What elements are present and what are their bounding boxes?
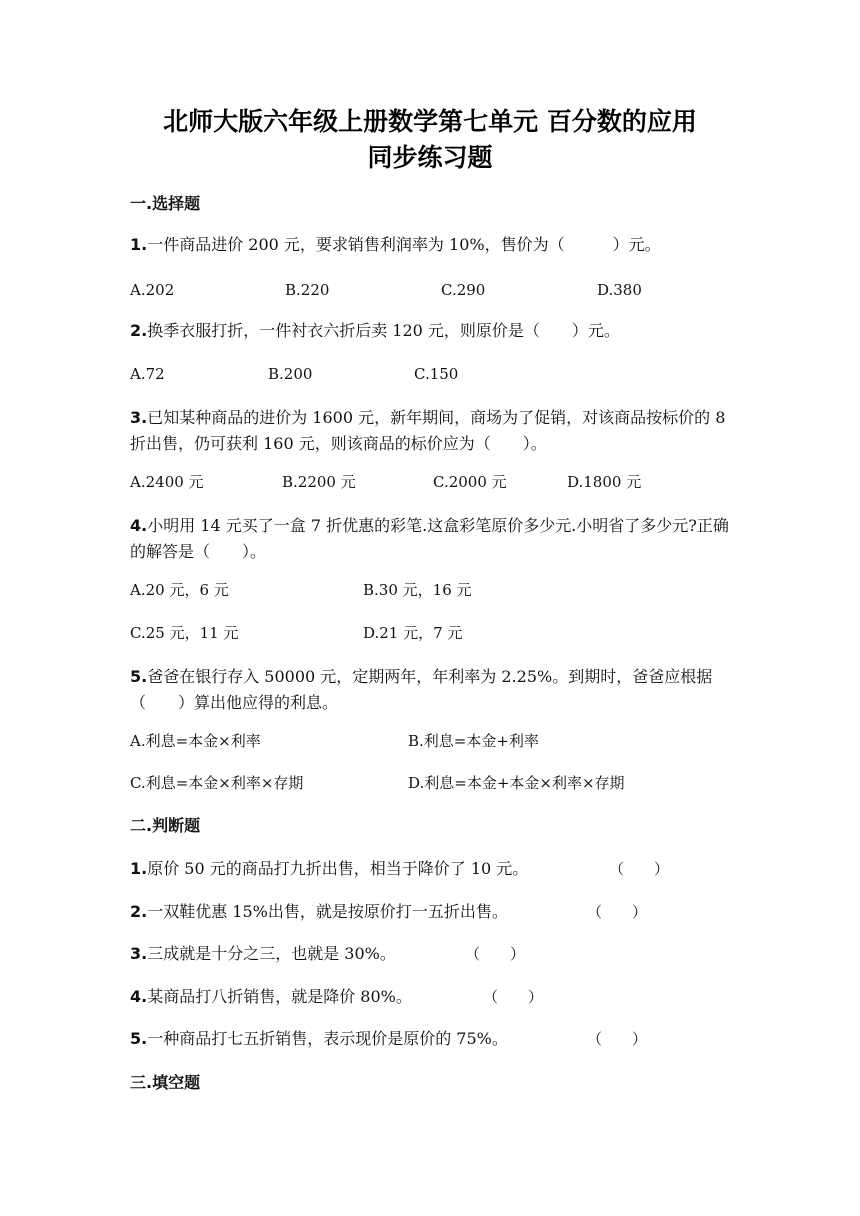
judge-3-answer-blank: （ ） [465,945,526,963]
question-number: 5. [130,667,148,686]
choice-1-option-b: B.220 [285,281,330,299]
choice-2-option-c: C.150 [414,365,459,383]
judge-2-answer-blank: （ ） [587,903,648,921]
choice-3-option-c: C.2000 元 [433,473,507,491]
choice-4-option-b: B.30 元，16 元 [363,581,472,599]
judge-question-2 [130,899,742,925]
question-number: 2. [130,321,148,340]
choice-5-option-a: A.利息=本金×利率 [130,732,261,750]
question-text: 已知某种商品的进价为 1600 元，新年期间，商场为了促销，对该商品按标价的 8 折出售，仍可获利 160 元，则该商品的标价应为（ ）。 [130,408,726,453]
choice-question-2 [130,318,742,344]
question-text: 小明用 14 元买了一盒 7 折优惠的彩笔.这盒彩笔原价多少元.小明省了多少元?正确的解答是（ ）。 [130,516,729,561]
question-number: 4. [130,987,148,1006]
choice-5-option-c: C.利息=本金×利率×存期 [130,774,304,792]
question-text: 原价 50 元的商品打九折出售，相当于降价了 10 元。 [147,859,529,878]
judge-question-4 [130,984,742,1010]
section-heading-fill: 三.填空题 [130,1073,201,1092]
question-number: 2. [130,902,148,921]
choice-3-option-a: A.2400 元 [130,473,204,491]
section-heading-choice: 一.选择题 [130,194,201,213]
section-heading-judge: 二.判断题 [130,816,201,835]
choice-3-option-b: B.2200 元 [282,473,356,491]
question-number: 1. [130,859,148,878]
question-text: 一种商品打七五折销售，表示现价是原价的 75%。 [147,1029,508,1048]
question-number: 5. [130,1029,148,1048]
choice-question-3 [130,405,742,457]
judge-5-answer-blank: （ ） [587,1030,648,1048]
choice-question-1 [130,232,742,258]
question-number: 3. [130,944,148,963]
judge-4-answer-blank: （ ） [483,988,544,1006]
judge-question-5 [130,1026,742,1052]
choice-2-option-a: A.72 [130,365,165,383]
choice-3-option-d: D.1800 元 [567,473,642,491]
choice-1-option-c: C.290 [441,281,486,299]
question-number: 4. [130,516,148,535]
choice-2-option-b: B.200 [268,365,313,383]
judge-1-answer-blank: （ ） [609,860,670,878]
question-number: 3. [130,408,148,427]
document-title: 北师大版六年级上册数学第七单元 百分数的应用 [163,107,697,136]
choice-5-option-b: B.利息=本金+利率 [408,732,539,750]
choice-4-option-a: A.20 元，6 元 [130,581,229,599]
choice-question-4 [130,513,742,565]
choice-1-option-d: D.380 [597,281,642,299]
choice-4-option-d: D.21 元，7 元 [363,624,463,642]
question-text: 一件商品进价 200 元，要求销售利润率为 10%，售价为（ ）元。 [147,235,661,254]
question-text: 某商品打八折销售，就是降价 80%。 [147,987,412,1006]
question-text: 一双鞋优惠 15%出售，就是按原价打一五折出售。 [147,902,508,921]
question-number: 1. [130,235,148,254]
question-text: 换季衣服打折，一件衬衣六折后卖 120 元，则原价是（ ）元。 [147,321,620,340]
question-text: 三成就是十分之三，也就是 30%。 [147,944,396,963]
question-text: 爸爸在银行存入 50000 元，定期两年，年利率为 2.25%。到期时，爸爸应根据（ ）算出他应得的利息。 [130,667,713,712]
judge-question-3 [130,941,742,967]
choice-4-option-c: C.25 元，11 元 [130,624,239,642]
choice-5-option-d: D.利息=本金+本金×利率×存期 [408,774,625,792]
choice-question-5 [130,664,742,716]
choice-1-option-a: A.202 [130,281,175,299]
document-subtitle: 同步练习题 [367,143,493,172]
